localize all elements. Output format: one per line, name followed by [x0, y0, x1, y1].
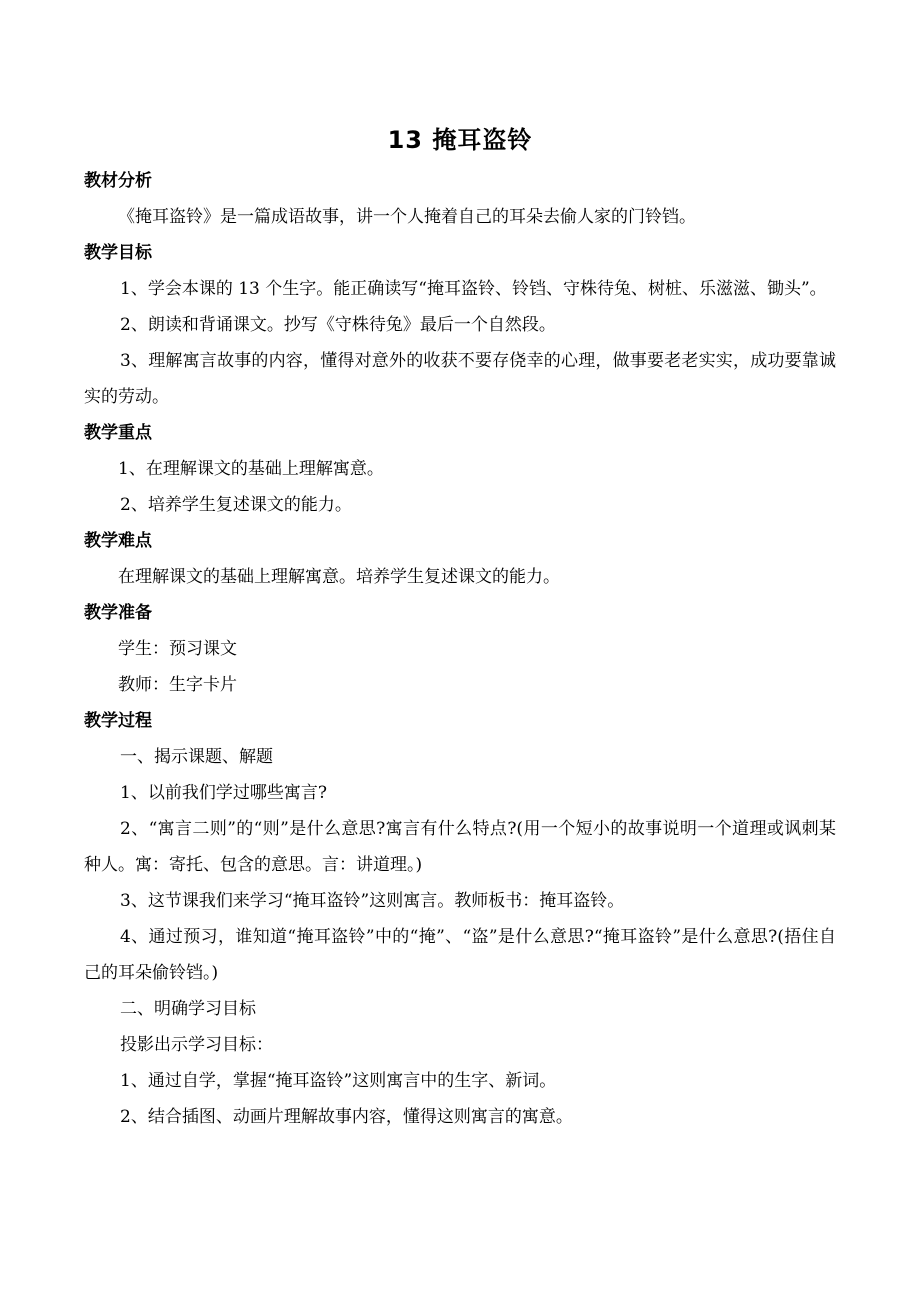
paragraph: 投影出示学习目标：: [120, 1035, 273, 1055]
paragraph: 二、明确学习目标: [120, 999, 256, 1019]
section-heading-key-points: 教学重点: [84, 423, 152, 443]
paragraph: 3、理解寓言故事的内容，懂得对意外的收获不要存侥幸的心理，做事要老老实实，成功要靠诚实的劳动。: [84, 351, 836, 407]
paragraph: 《掩耳盗铃》是一篇成语故事，讲一个人掩着自己的耳朵去偷人家的门铃铛。: [118, 207, 696, 227]
paragraph: 1、学会本课的 13 个生字。能正确读写“掩耳盗铃、铃铛、守株待兔、树桩、乐滋滋、锄头”。: [120, 279, 827, 299]
paragraph: 3、这节课我们来学习“掩耳盗铃”这则寓言。教师板书：掩耳盗铃。: [120, 891, 625, 911]
paragraph: 1、在理解课文的基础上理解寓意。: [118, 459, 384, 479]
paragraph: 2、培养学生复述课文的能力。: [120, 495, 352, 515]
paragraph: 教师：生字卡片: [118, 675, 237, 695]
paragraph: 4、通过预习，谁知道“掩耳盗铃”中的“掩”、“盗”是什么意思?“掩耳盗铃”是什么意思?(捂住自己的耳朵偷铃铛。): [84, 927, 836, 983]
document-body: [84, 163, 836, 1135]
paragraph: 1、通过自学，掌握“掩耳盗铃”这则寓言中的生字、新词。: [120, 1071, 557, 1091]
section-heading-teaching-goals: 教学目标: [84, 243, 152, 263]
section-heading-difficulties: 教学难点: [84, 531, 152, 551]
section-heading-preparation: 教学准备: [84, 603, 152, 623]
paragraph: 1、以前我们学过哪些寓言?: [120, 783, 327, 803]
document-title: 13 掩耳盗铃: [387, 126, 533, 154]
paragraph: 在理解课文的基础上理解寓意。培养学生复述课文的能力。: [118, 567, 560, 587]
paragraph: 一、揭示课题、解题: [120, 747, 273, 767]
paragraph: 学生：预习课文: [118, 639, 237, 659]
paragraph: 2、结合插图、动画片理解故事内容，懂得这则寓言的寓意。: [120, 1107, 573, 1127]
section-heading-textbook-analysis: 教材分析: [84, 171, 152, 191]
paragraph: 2、“寓言二则”的“则”是什么意思?寓言有什么特点?(用一个短小的故事说明一个道理或讽刺某种人。寓：寄托、包含的意思。言：讲道理。): [84, 819, 836, 875]
paragraph: 2、朗读和背诵课文。抄写《守株待兔》最后一个自然段。: [120, 315, 556, 335]
section-heading-teaching-process: 教学过程: [84, 711, 152, 731]
